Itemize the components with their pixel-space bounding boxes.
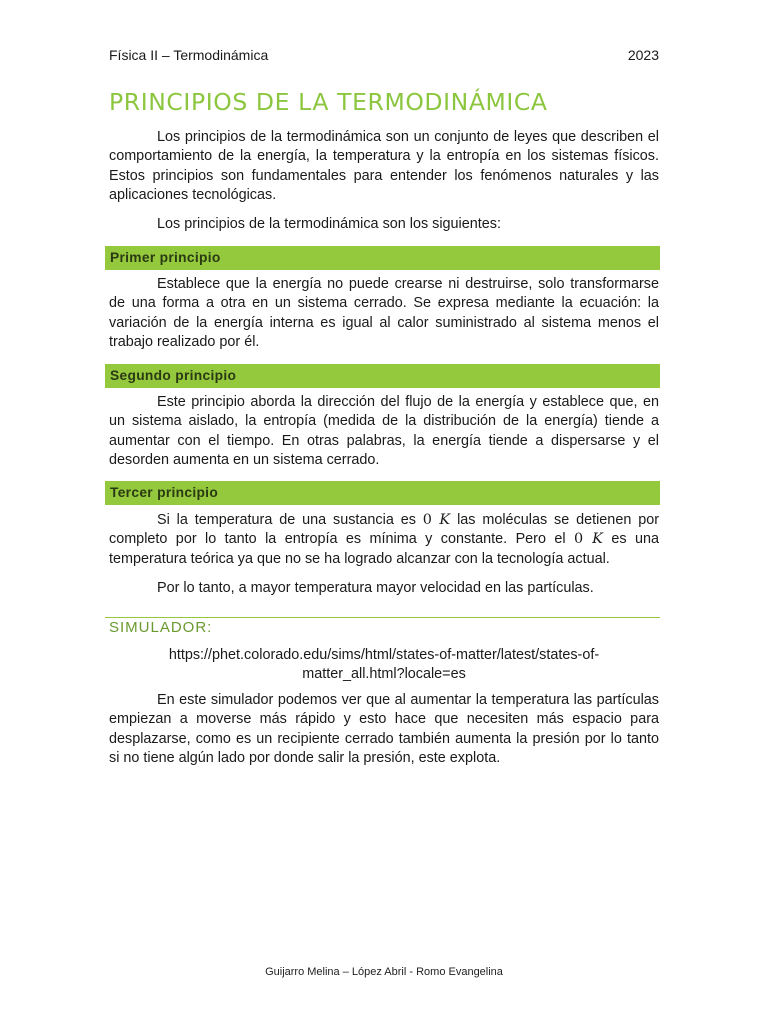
intro-list-lead: Los principios de la termodinámica son los siguientes: [157, 216, 501, 232]
section-text-tercer-principio [109, 511, 659, 569]
section-text-primer-principio: Establece que la energía no puede crearse ni destruirse, solo transformarse de una forma a otra en un sistema cerrado. Se expresa mediante la ecuación: la variación de la energía interna es igual al calor suministrado al sistema menos el trabajo realizado por él. [109, 276, 659, 350]
text-fragment: es una temperatura teórica ya que no se ha logrado alcanzar con la tecnología actual. [109, 531, 659, 567]
course-name: Física II – Termodinámica [109, 47, 269, 63]
intro-paragraph: Los principios de la termodinámica son un conjunto de leyes que describen el comportamiento de la energía, la temperatura y la entropía en los sistemas físicos. Estos principios son fundamentales para entender los fenómenos naturales y las aplicaciones tecnológicas. [109, 129, 659, 203]
simulator-description: En este simulador podemos ver que al aumentar la temperatura las partículas empiezan a moverse más rápido y esto hace que necesiten más espacio para desplazarse, como es un recipiente cerrado también aumenta la presión por lo tanto si no tiene algún lado por donde salir la presión, este explota. [109, 692, 659, 766]
section-divider [105, 617, 660, 618]
page-footer-authors: Guijarro Melina – López Abril - Romo Evangelina [265, 966, 503, 978]
section-text-segundo-principio: Este principio aborda la dirección del flujo de la energía y establece que, en un sistema aislado, la entropía (medida de la distribución de la energía) tiende a aumentar con el tiempo. En otras palabras, la energía tiende a dispersarse y el desorden aumenta en un sistema cerrado. [109, 394, 659, 468]
section-heading-primer-principio: Primer principio [105, 246, 660, 270]
header-year: 2023 [627, 47, 659, 63]
math-zero-kelvin: 0 K [574, 531, 603, 548]
tercer-principio-conclusion: Por lo tanto, a mayor temperatura mayor velocidad en las partículas. [157, 580, 594, 596]
text-fragment: Si la temperatura de una sustancia es [157, 512, 423, 528]
section-heading-tercer-principio: Tercer principio [105, 481, 660, 505]
math-zero-kelvin: 0 K [422, 512, 451, 528]
text-fragment: las moléculas se detienen por completo por lo tanto la entropía es mínima y constante. Pero el [109, 512, 660, 548]
simulator-link[interactable]: https://phet.colorado.edu/sims/html/states-of-matter/latest/states-of- matter_all.html?locale=es [168, 647, 600, 683]
section-heading-segundo-principio: Segundo principio [105, 364, 660, 388]
simulator-heading: SIMULADOR: [109, 619, 213, 636]
page-title: PRINCIPIOS DE LA TERMODINÁMICA [109, 88, 548, 116]
page-header [109, 47, 659, 63]
